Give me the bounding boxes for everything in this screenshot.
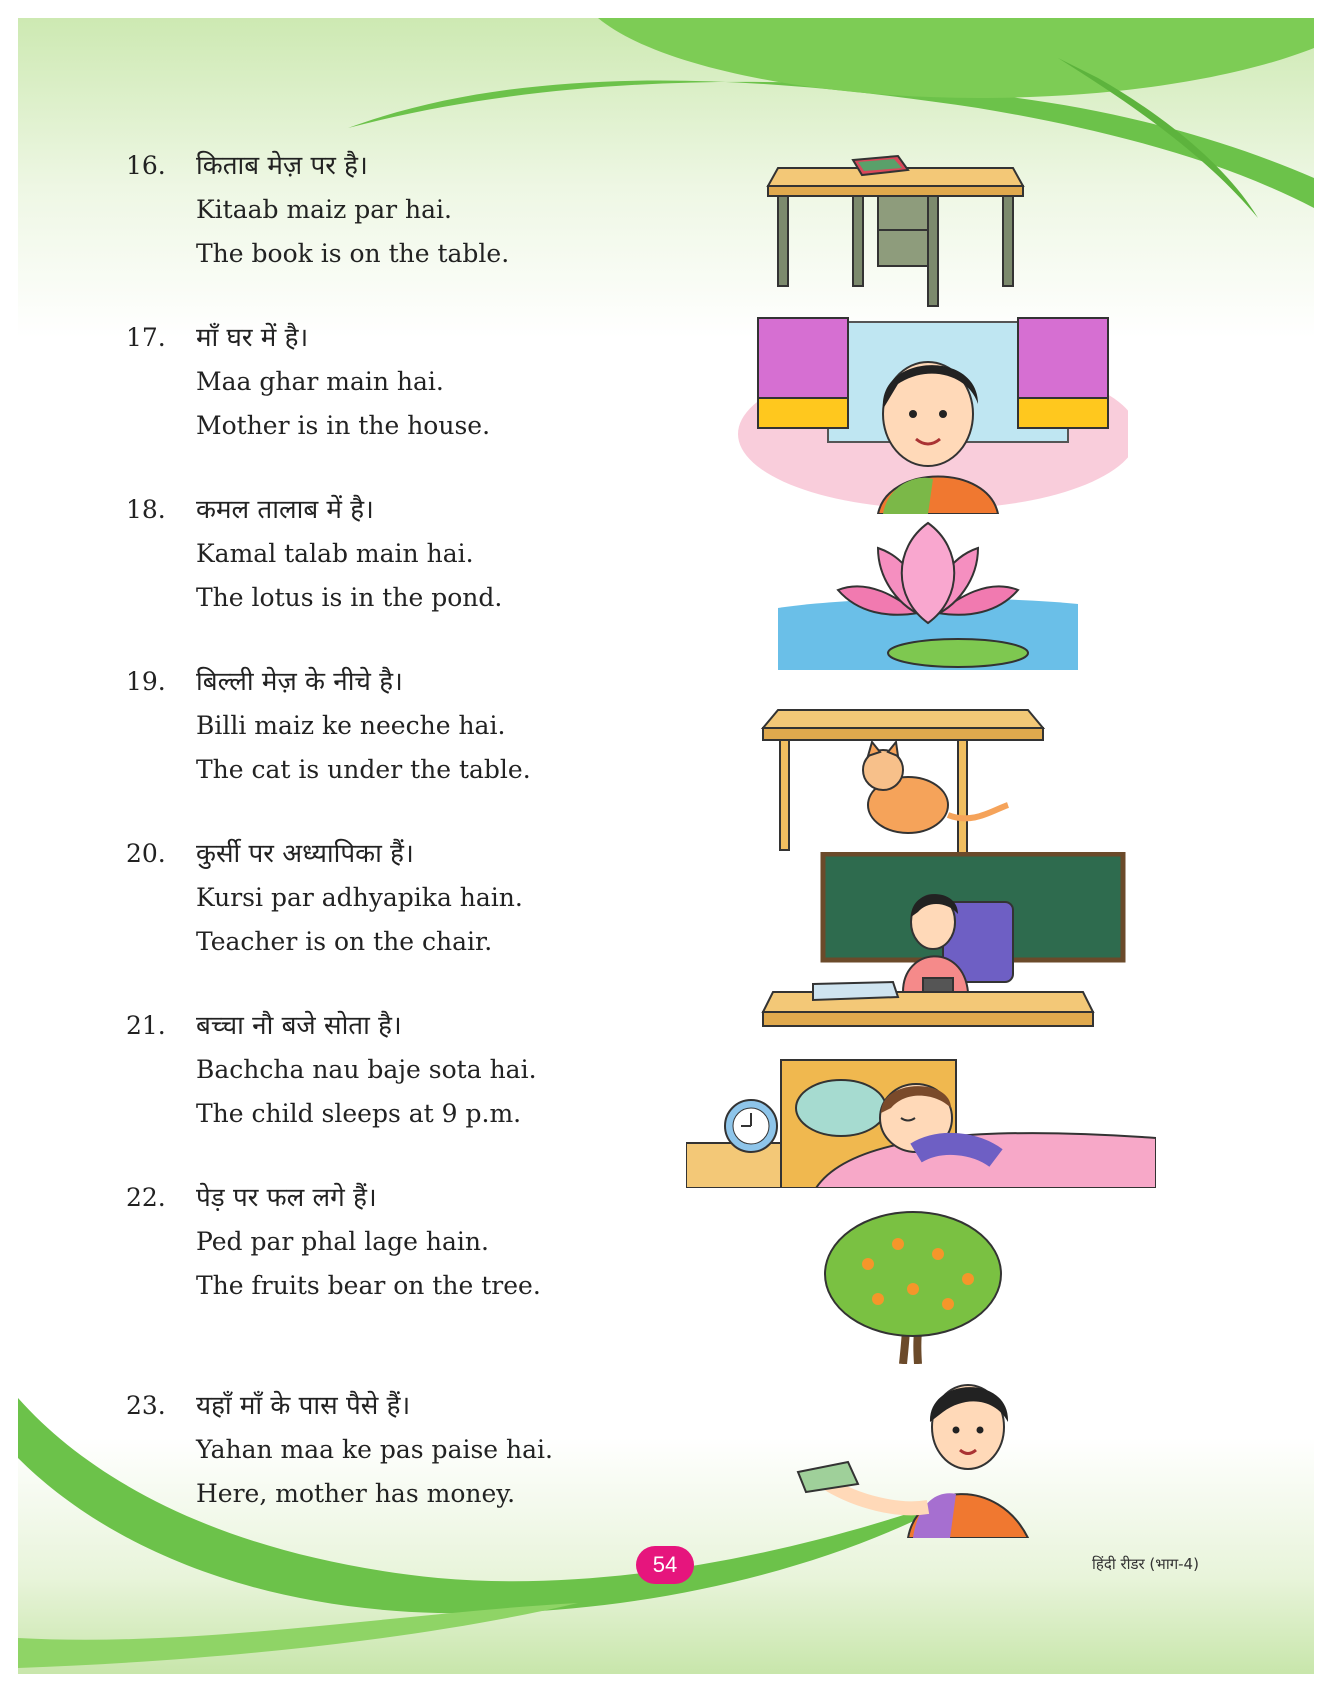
sentence-item xyxy=(126,660,686,792)
roman-transliteration: Maa ghar main hai. xyxy=(196,367,444,396)
hindi-sentence: बच्चा नौ बजे सोता है। xyxy=(196,1011,402,1041)
sentence-item xyxy=(126,488,686,620)
sentence-item xyxy=(126,316,686,448)
mother-money-icon xyxy=(778,1372,1058,1538)
item-number: 17. xyxy=(126,323,166,352)
roman-transliteration: Yahan maa ke pas paise hai. xyxy=(196,1435,553,1464)
english-translation: Here, mother has money. xyxy=(196,1479,516,1508)
item-number: 16. xyxy=(126,151,166,180)
mother-window-icon xyxy=(728,314,1128,514)
desk-book-icon xyxy=(758,148,1038,308)
sentence-item xyxy=(126,1004,686,1136)
item-number: 21. xyxy=(126,1011,166,1040)
roman-transliteration: Kitaab maiz par hai. xyxy=(196,195,452,224)
lotus-icon xyxy=(778,518,1078,670)
sentence-item xyxy=(126,1384,686,1516)
item-number: 19. xyxy=(126,667,166,696)
roman-transliteration: Kamal talab main hai. xyxy=(196,539,474,568)
sentence-item xyxy=(126,1176,686,1308)
item-number: 22. xyxy=(126,1183,166,1212)
hindi-sentence: कमल तालाब में है। xyxy=(196,495,374,525)
roman-transliteration: Billi maiz ke neeche hai. xyxy=(196,711,506,740)
book-title: हिंदी रीडर (भाग-4) xyxy=(1092,1555,1199,1573)
hindi-sentence: पेड़ पर फल लगे हैं। xyxy=(196,1183,377,1213)
english-translation: The lotus is in the pond. xyxy=(196,583,503,612)
hindi-sentence: किताब मेज़ पर है। xyxy=(196,151,368,181)
roman-transliteration: Bachcha nau baje sota hai. xyxy=(196,1055,537,1084)
sentence-item xyxy=(126,832,686,964)
hindi-sentence: माँ घर में है। xyxy=(196,323,309,353)
sleeping-child-icon xyxy=(686,1058,1156,1188)
sentence-item xyxy=(126,144,686,276)
cat-table-icon xyxy=(758,690,1058,860)
hindi-sentence: कुर्सी पर अध्यापिका हैं। xyxy=(196,839,414,869)
english-translation: Teacher is on the chair. xyxy=(196,927,493,956)
item-number: 20. xyxy=(126,839,166,868)
english-translation: The child sleeps at 9 p.m. xyxy=(196,1099,522,1128)
english-translation: Mother is in the house. xyxy=(196,411,491,440)
english-translation: The fruits bear on the tree. xyxy=(196,1271,541,1300)
hindi-sentence: यहाँ माँ के पास पैसे हैं। xyxy=(196,1391,411,1421)
page xyxy=(18,18,1314,1674)
item-number: 23. xyxy=(126,1391,166,1420)
hindi-sentence: बिल्ली मेज़ के नीचे है। xyxy=(196,667,403,697)
teacher-icon xyxy=(753,852,1133,1032)
roman-transliteration: Ped par phal lage hain. xyxy=(196,1227,489,1256)
english-translation: The cat is under the table. xyxy=(196,755,531,784)
page-number-badge: 54 xyxy=(636,1546,694,1584)
fruit-tree-icon xyxy=(818,1204,1008,1364)
english-translation: The book is on the table. xyxy=(196,239,510,268)
item-number: 18. xyxy=(126,495,166,524)
roman-transliteration: Kursi par adhyapika hain. xyxy=(196,883,523,912)
